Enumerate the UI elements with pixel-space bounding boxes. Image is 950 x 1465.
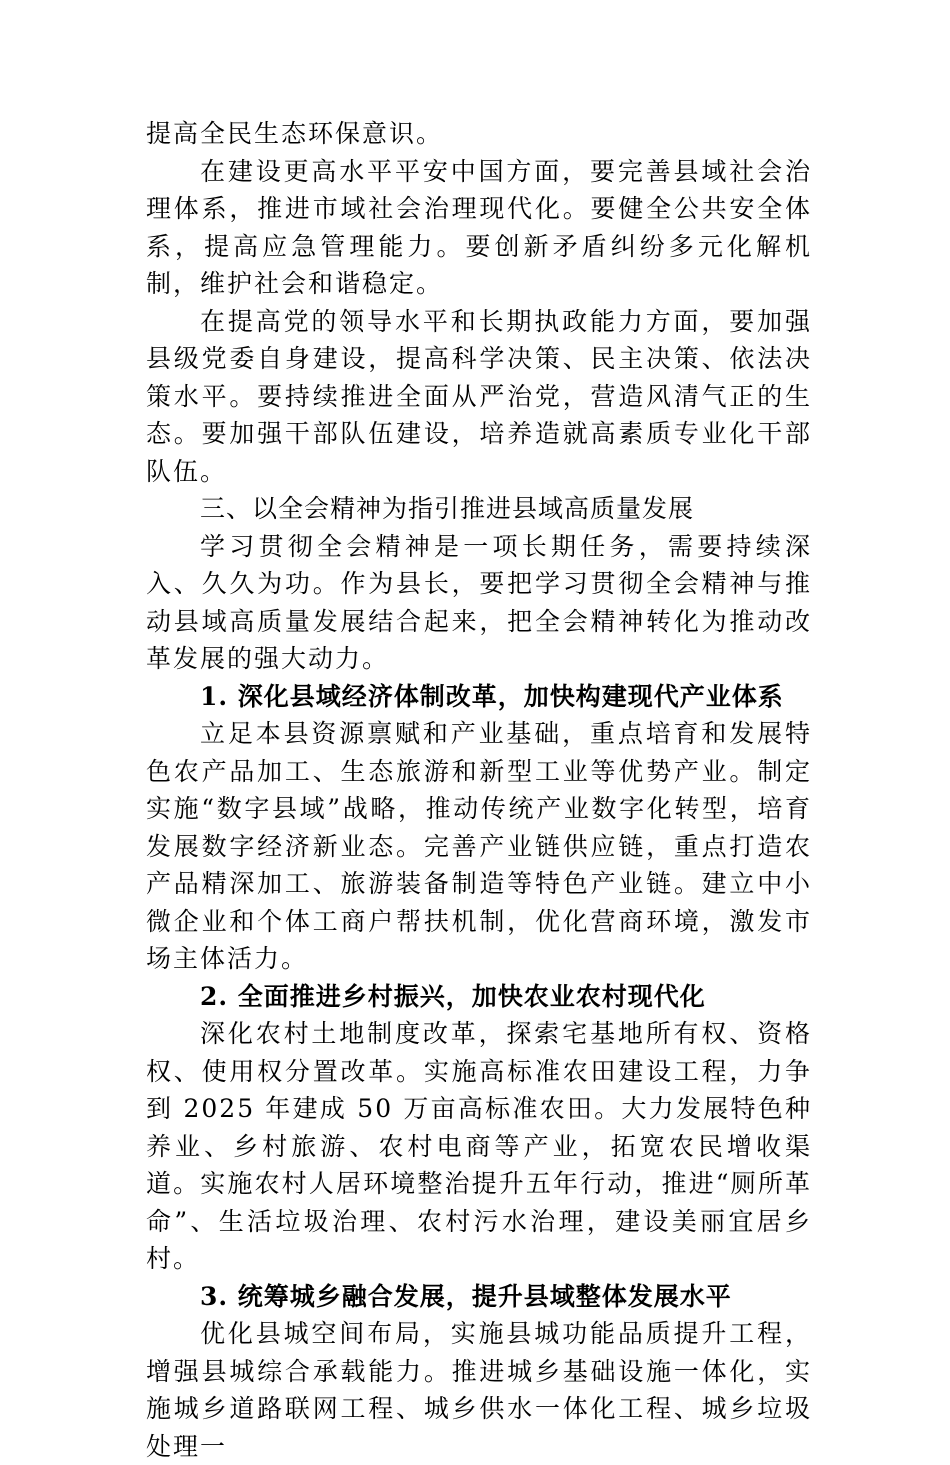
paragraph-long-term-task: 学习贯彻全会精神是一项长期任务，需要持续深入、久久为功。作为县长，要把学习贯彻全会精神与推动县域高质量发展结合起来，把全会精神转化为推动改革发展的强大动力。 [146,531,812,673]
paragraph-rural-revitalization: 深化农村土地制度改革，探索宅基地所有权、资格权、使用权分置改革。实施高标准农田建设工程，力争到 2025 年建成 50 万亩高标准农田。大力发展特色种养业、乡村旅游、农村电商等产业，拓宽农民增收渠道。实施农村人居环境整治提升五年行动，推进“厕所革命”、生活垃圾治理、农村污水治理，建设美丽宜居乡村。 [146,1019,812,1273]
paragraph-safe-china: 在建设更高水平平安中国方面，要完善县域社会治理体系，推进市域社会治理现代化。要健全公共安全体系，提高应急管理能力。要创新矛盾纠纷多元化解机制，维护社会和谐稳定。 [146,156,812,298]
paragraph-urban-rural: 优化县城空间布局，实施县城功能品质提升工程，增强县城综合承载能力。推进城乡基础设施一体化，实施城乡道路联网工程、城乡供水一体化工程、城乡垃圾处理一 [146,1319,812,1461]
paragraph-industry: 立足本县资源禀赋和产业基础，重点培育和发展特色农产品加工、生态旅游和新型工业等优势产业。制定实施“数字县域”战略，推动传统产业数字化转型，培育发展数字经济新业态。完善产业链供应链，重点打造农产品精深加工、旅游装备制造等特色产业链。建立中小微企业和个体工商户帮扶机制，优化营商环境，激发市场主体活力。 [146,719,812,973]
document-body [146,115,812,1465]
subheading-2: 2. 全面推进乡村振兴，加快农业农村现代化 [200,981,706,1011]
section-heading-three: 三、以全会精神为指引推进县域高质量发展 [200,494,695,523]
paragraph-party-leadership: 在提高党的领导水平和长期执政能力方面，要加强县级党委自身建设，提高科学决策、民主决策、依法决策水平。要持续推进全面从严治党，营造风清气正的生态。要加强干部队伍建设，培养造就高素质专业化干部队伍。 [146,306,812,486]
subheading-1: 1. 深化县域经济体制改革，加快构建现代产业体系 [200,681,784,711]
paragraph-continued: 提高全民生态环保意识。 [146,119,444,148]
subheading-3: 3. 统筹城乡融合发展，提升县域整体发展水平 [200,1281,732,1311]
